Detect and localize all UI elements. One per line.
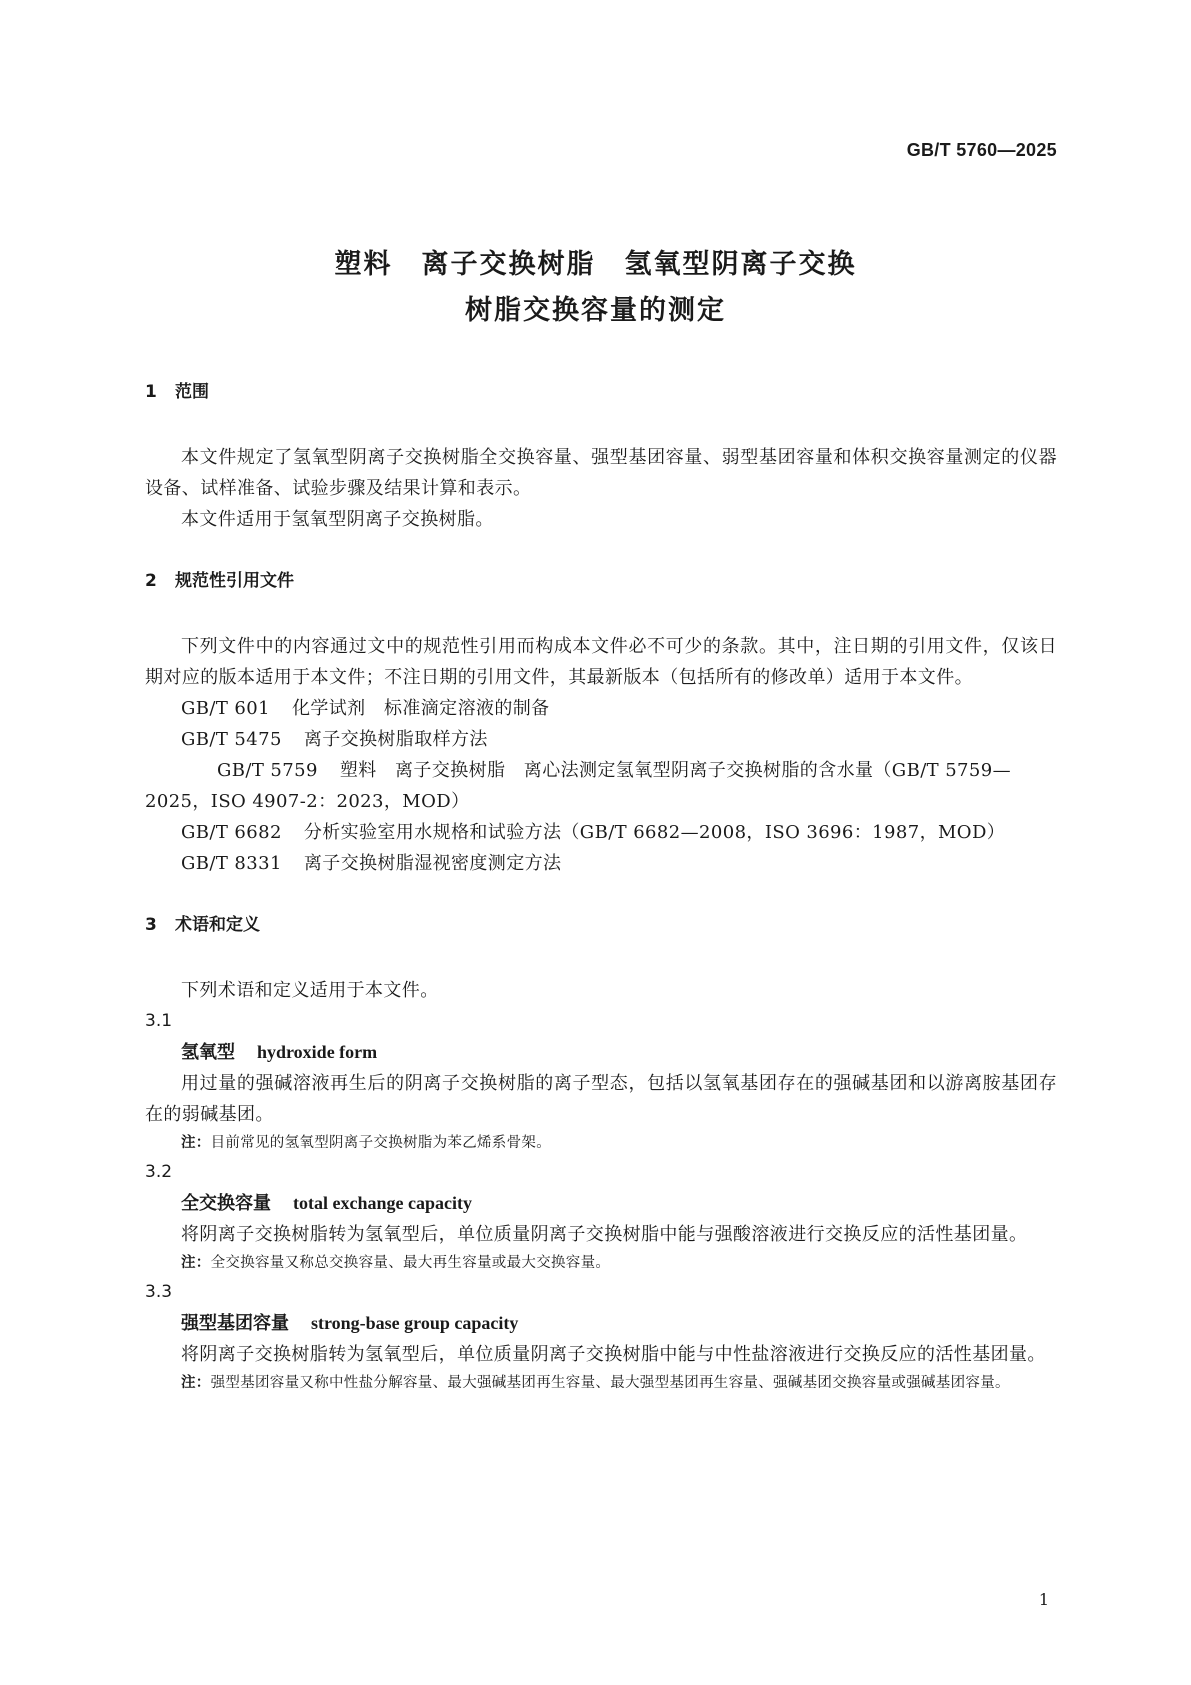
reference-code: GB/T 8331 xyxy=(181,853,282,874)
section-number: 3 xyxy=(145,915,157,935)
reference-code: GB/T 5759 xyxy=(217,760,318,781)
note-label: 注： xyxy=(181,1255,211,1271)
document-body xyxy=(145,380,1057,1397)
note-text: 全交换容量又称总交换容量、最大再生容量或最大交换容量。 xyxy=(210,1255,611,1271)
section-title: 范围 xyxy=(175,382,209,402)
term-note xyxy=(145,1250,1057,1277)
term-name-zh: 全交换容量 xyxy=(181,1193,271,1214)
terms-intro-paragraph: 下列术语和定义适用于本文件。 xyxy=(181,980,439,1001)
reference-item xyxy=(145,693,1057,724)
term-number: 3.1 xyxy=(145,1011,173,1031)
scope-paragraph-1: 本文件规定了氢氧型阴离子交换树脂全交换容量、强型基团容量、弱型基团容量和体积交换容量测定的仪器设备、试样准备、试验步骤及结果计算和表示。 xyxy=(145,447,1057,499)
term-note xyxy=(145,1130,1057,1157)
reference-item xyxy=(145,848,1057,879)
references-intro-paragraph: 下列文件中的内容通过文中的规范性引用而构成本文件必不可少的条款。其中，注日期的引用文件，仅该日期对应的版本适用于本文件；不注日期的引用文件，其最新版本（包括所有的修改单）适用于本文件。 xyxy=(145,636,1057,688)
reference-title: 离子交换树脂取样方法 xyxy=(303,729,488,750)
standard-number: GB/T 5760—2025 xyxy=(906,140,1057,160)
scope-paragraph-2: 本文件适用于氢氧型阴离子交换树脂。 xyxy=(181,509,494,530)
note-label: 注： xyxy=(181,1135,211,1151)
note-text: 强型基团容量又称中性盐分解容量、最大强碱基团再生容量、最大强型基团再生容量、强碱基团交换容量或强碱基团容量。 xyxy=(210,1375,1010,1391)
section-number: 2 xyxy=(145,571,157,591)
term-number: 3.3 xyxy=(145,1282,173,1302)
term-name xyxy=(145,1188,1057,1219)
reference-item xyxy=(145,724,1057,755)
term-name-zh: 强型基团容量 xyxy=(181,1313,289,1334)
title-line-1: 塑料 离子交换树脂 氢氧型阴离子交换 xyxy=(334,249,857,280)
reference-title: 化学试剂 标准滴定溶液的制备 xyxy=(291,698,550,719)
term-name-en: hydroxide form xyxy=(257,1042,378,1062)
term-name-zh: 氢氧型 xyxy=(181,1042,235,1063)
note-label: 注： xyxy=(181,1375,211,1391)
reference-title: 塑料 离子交换树脂 离心法测定氢氧型阴离子交换树脂的含水量（GB/T 5759—2025，ISO 4907-2：2023，MOD） xyxy=(145,760,1012,812)
section-title: 规范性引用文件 xyxy=(175,571,294,591)
section-1-heading xyxy=(145,380,1057,405)
section-3-heading xyxy=(145,913,1057,938)
term-definition: 用过量的强碱溶液再生后的阴离子交换树脂的离子型态，包括以氢氧基团存在的强碱基团和以游离胺基团存在的弱碱基团。 xyxy=(145,1073,1057,1125)
reference-item xyxy=(145,817,1057,848)
note-text: 目前常见的氢氧型阴离子交换树脂为苯乙烯系骨架。 xyxy=(210,1135,552,1151)
reference-code: GB/T 601 xyxy=(181,698,270,719)
reference-item xyxy=(145,755,1057,817)
section-number: 1 xyxy=(145,382,157,402)
term-definition: 将阴离子交换树脂转为氢氧型后，单位质量阴离子交换树脂中能与中性盐溶液进行交换反应的活性基团量。 xyxy=(181,1344,1046,1365)
term-note xyxy=(145,1370,1057,1397)
section-title: 术语和定义 xyxy=(175,915,260,935)
term-name-en: total exchange capacity xyxy=(293,1193,472,1213)
title-line-2: 树脂交换容量的测定 xyxy=(465,295,726,326)
term-name-en: strong-base group capacity xyxy=(311,1313,519,1333)
section-2-heading xyxy=(145,569,1057,594)
document-title xyxy=(0,242,1191,334)
term-name xyxy=(145,1308,1057,1339)
page-number: 1 xyxy=(1038,1590,1049,1609)
reference-title: 分析实验室用水规格和试验方法（GB/T 6682—2008，ISO 3696：1987，MOD） xyxy=(303,822,1006,843)
reference-code: GB/T 6682 xyxy=(181,822,282,843)
term-definition: 将阴离子交换树脂转为氢氧型后，单位质量阴离子交换树脂中能与强酸溶液进行交换反应的活性基团量。 xyxy=(181,1224,1028,1245)
term-name xyxy=(145,1037,1057,1068)
reference-title: 离子交换树脂湿视密度测定方法 xyxy=(303,853,562,874)
term-number: 3.2 xyxy=(145,1162,173,1182)
reference-code: GB/T 5475 xyxy=(181,729,282,750)
